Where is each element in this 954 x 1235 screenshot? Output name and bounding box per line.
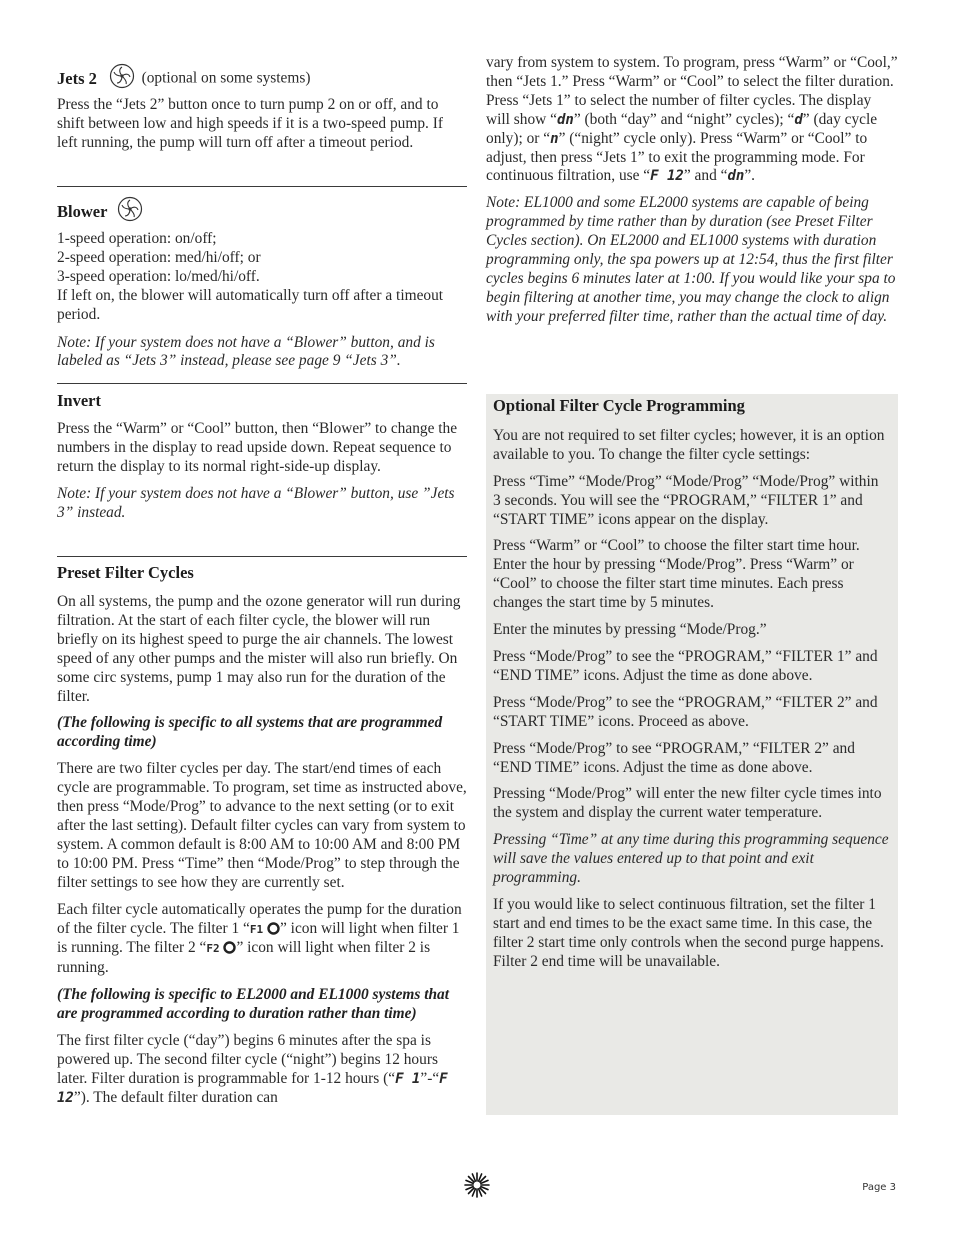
blower-title: Blower [57,201,108,221]
box-paragraph-4: Enter the minutes by pressing “Mode/Prog.” [493,621,767,639]
invert-text: Press the “Warm” or “Cool” button, then “Blower” to change the numbers in the display to read upside down. Repeat sequence to return the display to its normal right-side-up display. [57,420,458,475]
f1-label: F1 [249,922,264,936]
jets2-body: Press the “Jets 2” button once to turn pump 2 on or off, and to shift between low and high speeds if it is a two-speed pump. If left running, the pump will turn off after a timeout period. [57,96,443,151]
box-paragraph-1: You are not required to set filter cycles; however, it is an option available to you. To change the filter cycle settings: [493,426,885,463]
box-paragraph-8: Pressing “Mode/Prog” will enter the new filter cycle times into the system and display the current water temperature. [493,785,882,822]
preset-paragraph-3 [57,901,467,979]
box-paragraph-3: Press “Warm” or “Cool” to choose the filter start time hour. Enter the hour by pressing “Mode/Prog”. Press “Warm” or “Cool” to choose the filter start time minutes. Each press changes the start time by 5 minutes. [493,537,860,612]
divider-1 [57,186,467,187]
right-p1-e: ” and “ [683,167,728,185]
preset-paragraph-4 [57,1032,467,1108]
preset-p3-c: ” icon will light when filter 2 is running. [57,939,431,977]
preset-body [57,593,467,1116]
lcd-n: n [550,130,559,147]
box-paragraph-10: If you would like to select continuous filtration, set the filter 1 start and end times to be the exact same time. In this case, the filter 2 start time only controls when the second purge happens. Filter 2 end time will be unavailable. [493,895,884,970]
filter-2-icon [223,941,236,954]
preset-p3-b: ” icon will light when filter 1 is running. The filter 2 “ [57,919,460,957]
blower-body [57,230,467,379]
box-paragraph-7: Press “Mode/Prog” to see “PROGRAM,” “FILTER 2” and “END TIME” icons. Adjust the time as done above. [493,739,855,776]
right-p1-c: ” (day cycle only); or “ [486,110,878,147]
right-p1-b: ” (both “day” and “night” cycles); “ [573,110,795,128]
preset-p4-a: The first filter cycle (“day”) begins 6 minutes after the spa is powered up. The second filter cycle (“night”) begins 12 hours later. Filter duration is programmable for 1-12 hours (“ [57,1032,438,1087]
blower-line-2: 2-speed operation: med/hi/off; or [57,248,261,266]
right-paragraph-1 [486,54,898,186]
starburst-logo-icon [464,1172,490,1204]
page-number: Page 3 [862,1182,896,1193]
blower-line-3: 3-speed operation: lo/med/hi/off. [57,267,260,285]
f2-label: F2 [206,942,220,956]
invert-title: Invert [57,391,101,410]
right-p1-a: vary from system to system. To program, press “Warm” or “Cool,” then “Jets 1.” Press “Warm” or “Cool” to select the filter duration. Press “Jets 1” to select the number of filter cycles. The display will show “ [486,54,898,128]
preset-paragraph-1: On all systems, the pump and the ozone generator will run during filtration. At the start of each filter cycle, the blower will run briefly on its highest speed to purge the air channels. The lowest speed of any other pumps and the mister will also run briefly. On some circ systems, pump 1 may also run for the duration of the filter. [57,593,461,705]
filter-1-icon [267,922,280,935]
lcd-f12: F 12 [57,1070,448,1106]
divider-2 [57,383,467,384]
preset-title: Preset Filter Cycles [57,563,194,582]
invert-note: Note: If your system does not have a “Blower” button, use ”Jets 3” instead. [57,484,455,521]
right-continued [486,54,898,335]
optional-filter-box [486,394,898,1115]
box-title: Optional Filter Cycle Programming [493,396,745,415]
box-paragraph-5: Press “Mode/Prog” to see the “PROGRAM,” “FILTER 1” and “END TIME” icons. Adjust the time as done above. [493,647,878,684]
box-paragraph-2: Press “Time” “Mode/Prog” “Mode/Prog” “Mode/Prog” within 3 seconds. You will see the “PROGRAM,” “FILTER 1” and “START TIME” icons appear on the display. [493,472,879,528]
right-p1-d: ” (“night” cycle only). Press “Warm” or “Cool” to adjust, then press “Jets 1” to exit the programming mode. For continuous filtration, use “ [486,129,868,185]
jets-fan-icon [109,63,135,95]
jets2-title: Jets 2 [57,68,97,88]
lcd-f1: F 1 [395,1070,421,1087]
lcd-dn: dn [556,111,574,128]
jets2-optional-note: (optional on some systems) [141,69,311,87]
lcd-f12-right: F 12 [650,168,684,185]
invert-body [57,420,467,531]
divider-3 [57,556,467,557]
blower-line-1: 1-speed operation: on/off; [57,230,217,247]
preset-bold-note-1: (The following is specific to all systems that are programmed according time) [57,714,443,751]
preset-bold-note-2: (The following is specific to EL2000 and EL1000 systems that are programmed according to duration rather than time) [57,986,450,1023]
preset-p4-b: ”-“ [420,1069,440,1087]
box-paragraph-9: Pressing “Time” at any time during this programming sequence will save the values entered up to that point and exit programming. [493,831,889,887]
right-p1-f: ”. [744,167,755,185]
blower-note: Note: If your system does not have a “Blower” button, and is labeled as “Jets 3” instead, please see page 9 “Jets 3”. [57,333,435,370]
optional-filter-box-content [493,394,889,980]
blower-fan-icon [117,196,143,228]
preset-p4-c: ”). The default filter duration can [73,1088,278,1106]
preset-p3-a: Each filter cycle automatically operates the pump for the duration of the filter cycle. The filter 1 “ [57,900,462,937]
jets2-heading [57,63,467,95]
blower-line-4: If left on, the blower will automatically turn off after a timeout period. [57,286,444,323]
right-note: Note: EL1000 and some EL2000 systems are capable of being programmed by time rather than by duration (see Preset Filter Cycles section). On EL2000 and EL1000 systems with duration programming only, the spa powers up at 12:54, thus the first filter cycles begins 6 minutes later at 1:00. If you would like your spa to begin filtering at another time, you may change the clock to align with your preferred filter time, rather than the actual time of day. [486,194,896,325]
blower-heading [57,196,143,228]
box-paragraph-6: Press “Mode/Prog” to see the “PROGRAM,” “FILTER 2” and “START TIME” icons. Proceed as above. [493,693,878,730]
lcd-d: d [794,111,803,128]
lcd-dn-2: dn [727,168,745,185]
preset-paragraph-2: There are two filter cycles per day. The start/end times of each cycle are programmable. To program, set time as instructed above, then press “Mode/Prog” to advance to the next setting (or to exit after the last setting). Default filter cycles can vary from system to system. A common default is 8:00 AM to 10:00 AM and 8:00 PM to 10:00 PM. Press “Time” then “Mode/Prog” to step through the filter settings to see how they are currently set. [57,760,467,891]
